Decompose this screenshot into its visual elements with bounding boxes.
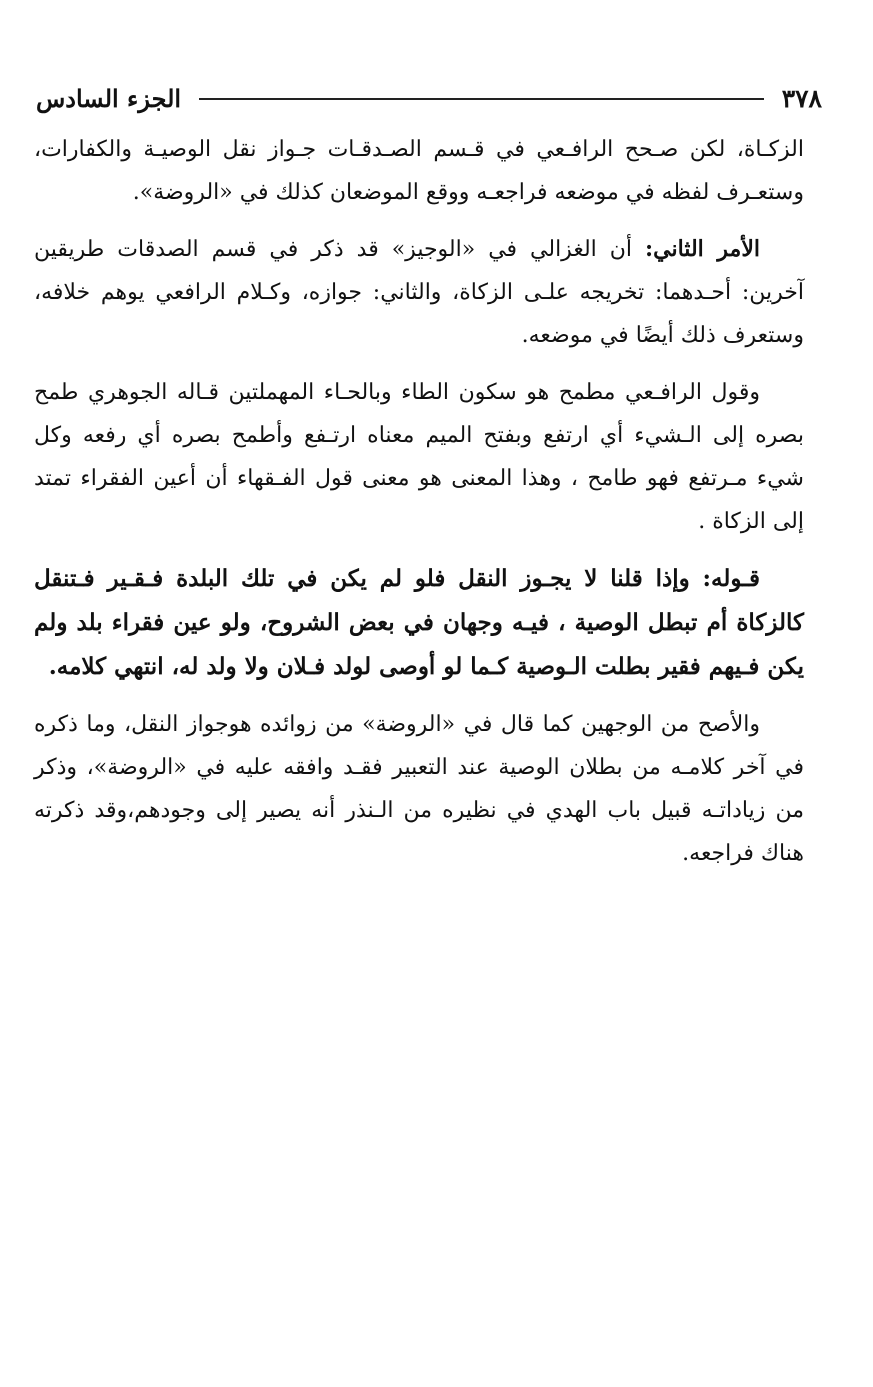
paragraph-2: [34, 228, 804, 357]
paragraph-2-lead: الأمر الثاني:: [645, 236, 760, 262]
paragraph-2-text: أن الغزالي في «الوجيز» قد ذكر في قسم الصدقات طريقين آخرين: أحـدهما: تخريجه علـى الزكاة، والثاني: جوازه، وكـلام الرافعي يوهم خلافه، وستعرف ذلك أيضًا في موضعه.: [34, 237, 804, 348]
page-header: [36, 78, 822, 118]
paragraph-4-quote: [34, 557, 804, 689]
paragraph-1: [34, 128, 804, 214]
paragraph-5-text: والأصح من الوجهين كما قال في «الروضة» من زوائده هوجواز النقل، وما ذكره في آخر كلامـه من بطلان الوصية عند التعبير فقـد وافقه عليه في «الروضة»، وذكر من زياداتـه قبيل باب الهدي في نظيره من الـنذر أنه يصير إلى وجودهم،وقد ذكرته هناك فراجعه.: [34, 712, 804, 866]
body-text: [34, 128, 804, 889]
running-title: الجزء السادس: [36, 83, 182, 113]
paragraph-4-text: قـوله: وإذا قلنا لا يجـوز النقل فلو لم يكن في تلك البلدة فـقـير فـتنقل كالزكاة أم تبطل الوصية ، فيـه وجهان في بعض الشروح، ولو عين فقراء بلد ولم يكن فـيهم فقير بطلت الـوصية كـما لو أوصى لولد فـلان ولا ولد له، انتهي كلامه.: [34, 565, 804, 680]
page-number: ٣٧٨: [781, 83, 822, 113]
header-rule: [199, 98, 764, 100]
paragraph-3: [34, 371, 804, 543]
paragraph-5: [34, 703, 804, 875]
paragraph-1-text: الزكـاة، لكن صـحح الرافـعي في قـسم الصـدقـات جـواز نقل الوصيـة والكفارات، وستعـرف لفظه في موضعه فراجعـه ووقع الموضعان كذلك في «الروضة».: [34, 137, 804, 205]
paragraph-3-text: وقول الرافـعي مطمح هو سكون الطاء وبالحـاء المهملتين قـاله الجوهري طمح بصره إلى الـشيء أي ارتفع وبفتح الميم معناه ارتـفع وأطمح بصره أي رفعه وكل شيء مـرتفع فهو طامح ، وهذا المعنى هو معنى قول الفـقهاء أن أعين الفقراء تمتد إلى الزكاة .: [34, 380, 804, 534]
